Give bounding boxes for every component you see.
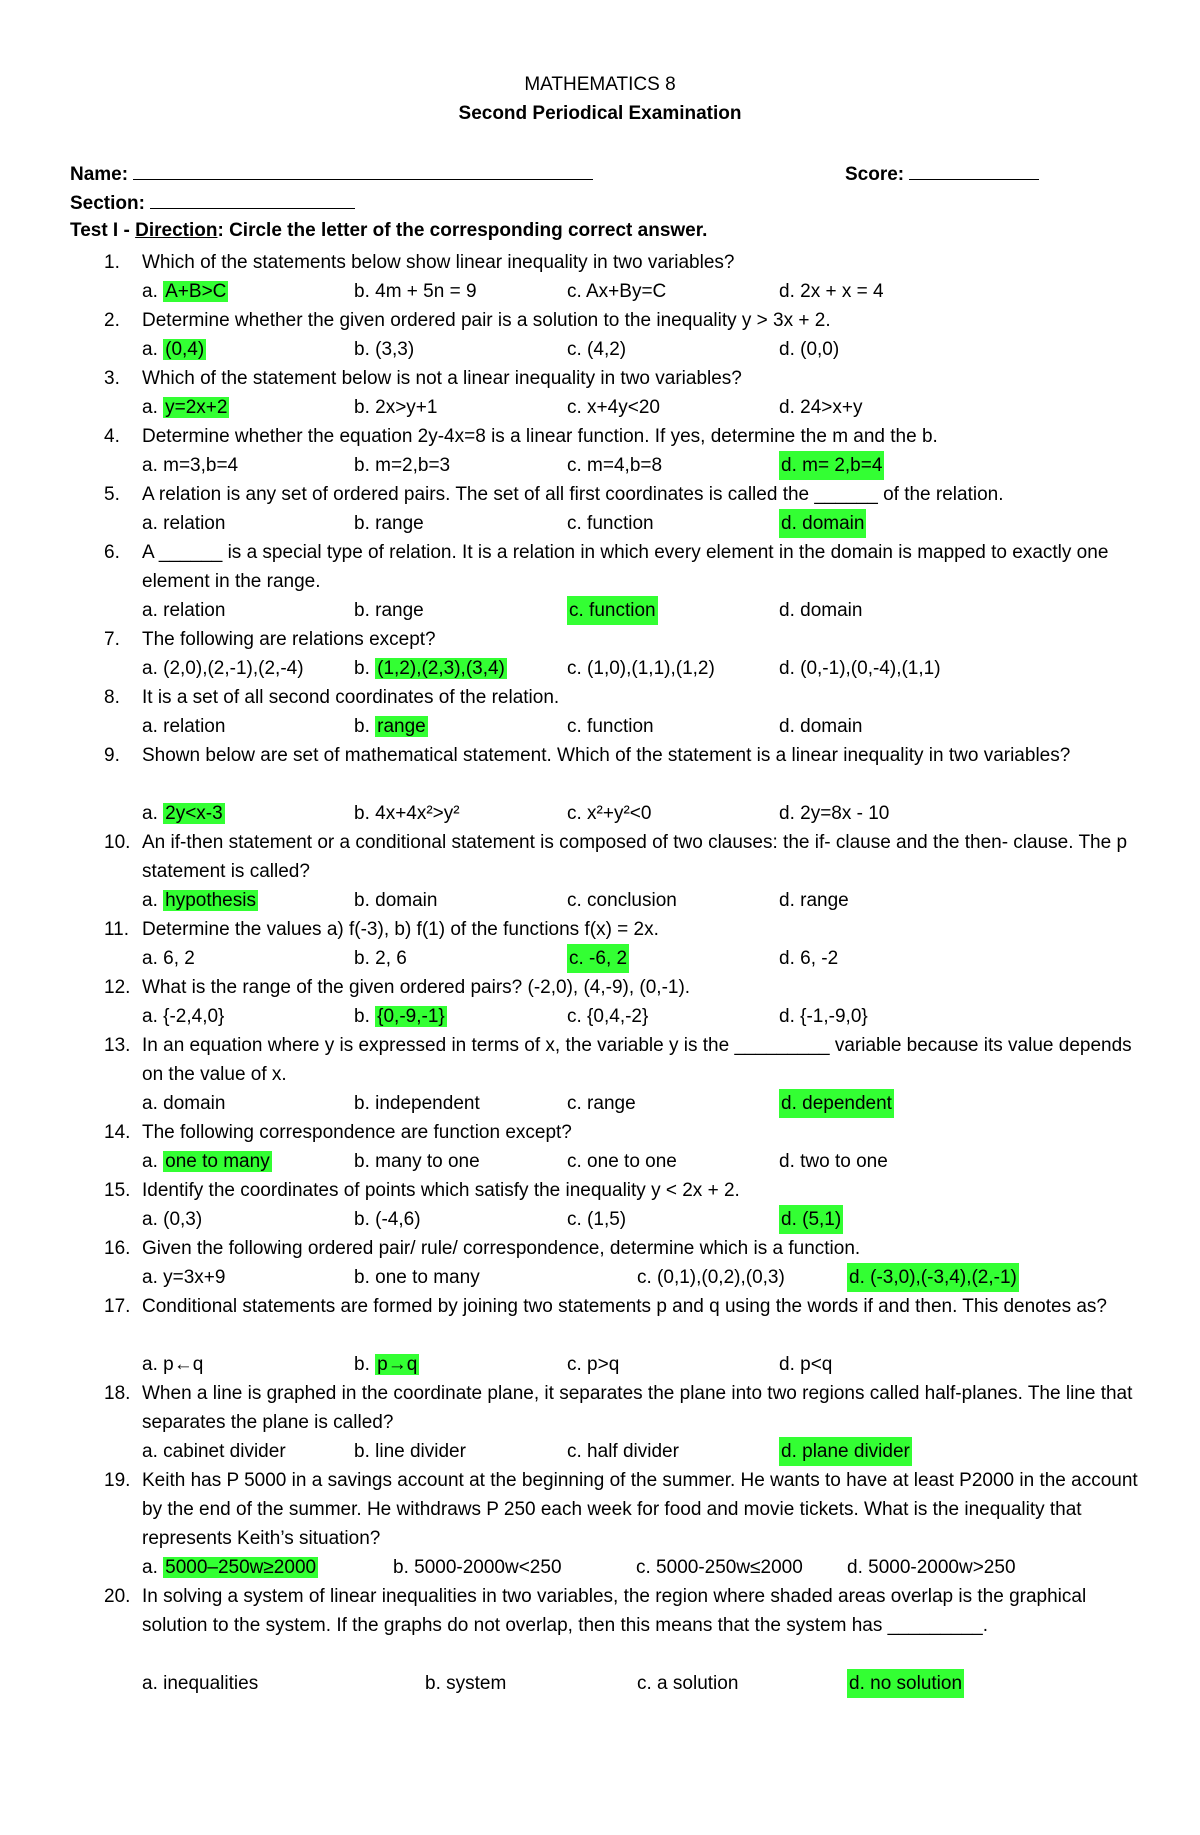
- choice-b[interactable]: b. {0,-9,-1}: [354, 1006, 445, 1027]
- question-text: In an equation where y is expressed in terms of x, the variable y is the _________ variable because its value depends on the value of x.: [142, 1035, 1132, 1085]
- choice-c[interactable]: c. a solution: [637, 1673, 739, 1694]
- question-9: [104, 741, 1144, 799]
- correct-answer-highlight: range: [377, 716, 426, 737]
- choice-d[interactable]: d. {-1,-9,0}: [779, 1006, 868, 1027]
- choice-c[interactable]: c. one to one: [567, 1151, 677, 1172]
- question-20: [104, 1582, 1144, 1669]
- correct-answer-highlight: p→q: [377, 1354, 418, 1375]
- choice-b[interactable]: b. line divider: [354, 1441, 466, 1462]
- choices-row: [142, 451, 1142, 480]
- question-1: [104, 248, 1144, 277]
- question-text: When a line is graphed in the coordinate plane, it separates the plane into two regions called half-planes. The line that separates the plane is called?: [142, 1383, 1133, 1433]
- choice-c[interactable]: c. function: [567, 513, 654, 534]
- choice-a[interactable]: a. m=3,b=4: [142, 455, 239, 476]
- question-number: 8.: [104, 687, 120, 708]
- choice-c[interactable]: c. p>q: [567, 1354, 620, 1375]
- question-text: The following are relations except?: [142, 629, 436, 650]
- choice-b[interactable]: b. one to many: [354, 1267, 480, 1288]
- direction-label: Direction: [135, 220, 218, 241]
- choice-a[interactable]: a. (0,4): [142, 339, 205, 360]
- choices-row: [142, 654, 1142, 683]
- choices-row: [142, 335, 1142, 364]
- direction-text: : Circle the letter of the corresponding correct answer.: [217, 220, 708, 241]
- choice-b[interactable]: b. 2x>y+1: [354, 397, 438, 418]
- choice-b[interactable]: b. 4m + 5n = 9: [354, 281, 477, 302]
- question-14: [104, 1118, 1144, 1147]
- choices-row: [142, 1437, 1142, 1466]
- correct-answer-highlight: hypothesis: [165, 890, 256, 911]
- choice-d[interactable]: d. 2y=8x - 10: [779, 803, 890, 824]
- choice-a[interactable]: a. 5000–250w≥2000: [142, 1557, 317, 1578]
- question-2: [104, 306, 1144, 335]
- question-text: Keith has P 5000 in a savings account at the beginning of the summer. He wants to have at least P2000 in the account by the end of the summer. He withdraws P 250 each week for food and movie tickets. What is the inequality that represents Keith’s situation?: [142, 1470, 1138, 1549]
- choices-row: [142, 277, 1142, 306]
- choice-c[interactable]: c. 5000-250w≤2000: [636, 1557, 803, 1578]
- question-number: 2.: [104, 310, 120, 331]
- choice-b[interactable]: b. 5000-2000w<250: [393, 1557, 562, 1578]
- choice-d[interactable]: d. 24>x+y: [779, 397, 863, 418]
- question-number: 11.: [104, 919, 130, 940]
- choice-b[interactable]: b. (3,3): [354, 339, 415, 360]
- name-label: Name:: [70, 164, 129, 185]
- choice-c[interactable]: c. Ax+By=C: [567, 281, 667, 302]
- correct-answer-highlight: 5000–250w≥2000: [165, 1557, 317, 1578]
- name-blank[interactable]: [133, 161, 593, 180]
- choice-c[interactable]: c. (1,0),(1,1),(1,2): [567, 658, 715, 679]
- correct-answer-highlight: (0,4): [165, 339, 205, 360]
- choice-b[interactable]: b. (1,2),(2,3),(3,4): [354, 658, 505, 679]
- question-number: 19.: [104, 1470, 131, 1491]
- question-text: In solving a system of linear inequalities in two variables, the region where shaded areas overlap is the graphical solution to the system. If the graphs do not overlap, then this means that the system has _________.: [142, 1586, 1087, 1636]
- choice-d[interactable]: d. p<q: [779, 1354, 833, 1375]
- choice-c[interactable]: c. (4,2): [567, 339, 627, 360]
- choice-c[interactable]: c. {0,4,-2}: [567, 1006, 649, 1027]
- question-text: A ______ is a special type of relation. It is a relation in which every element in the domain is mapped to exactly one element in the range.: [142, 542, 1109, 592]
- choice-b[interactable]: b. range: [354, 716, 426, 737]
- choice-a[interactable]: a. y=2x+2: [142, 397, 228, 418]
- question-number: 9.: [104, 745, 120, 766]
- choice-c[interactable]: c. half divider: [567, 1441, 679, 1462]
- exam-title: MATHEMATICS 8: [524, 74, 676, 95]
- question-number: 20.: [104, 1586, 131, 1607]
- choices-row: [142, 1002, 1142, 1031]
- choices-row: [142, 1553, 1142, 1582]
- choice-a[interactable]: a. relation: [142, 716, 226, 737]
- choice-a[interactable]: a. {-2,4,0}: [142, 1006, 225, 1027]
- choice-d[interactable]: d. domain: [779, 600, 863, 621]
- choices-row: [142, 1350, 1142, 1379]
- question-number: 7.: [104, 629, 120, 650]
- test-label: Test I -: [70, 220, 136, 241]
- choice-b[interactable]: b. 2, 6: [354, 948, 407, 969]
- question-8: [104, 683, 1144, 712]
- choice-b[interactable]: b. system: [425, 1673, 507, 1694]
- choices-row: [142, 886, 1142, 915]
- exam-subtitle: Second Periodical Examination: [458, 103, 742, 124]
- choice-a[interactable]: a. domain: [142, 1093, 226, 1114]
- choice-c[interactable]: c. x+4y<20: [567, 397, 660, 418]
- question-7: [104, 625, 1144, 654]
- choice-c[interactable]: c. (1,5): [567, 1209, 627, 1230]
- choice-a[interactable]: a. 2y<x-3: [142, 803, 223, 824]
- choice-b[interactable]: b. many to one: [354, 1151, 480, 1172]
- choice-c[interactable]: c. function: [567, 716, 654, 737]
- choices-row: [142, 944, 1142, 973]
- choice-d[interactable]: d. 2x + x = 4: [779, 281, 884, 302]
- question-number: 12.: [104, 977, 131, 998]
- choice-c[interactable]: c. x²+y²<0: [567, 803, 652, 824]
- directions: [70, 219, 707, 243]
- question-text: Determine whether the equation 2y-4x=8 is a linear function. If yes, determine the m and the b.: [142, 426, 938, 447]
- choice-d[interactable]: d. dependent: [779, 1089, 894, 1118]
- choice-c[interactable]: c. conclusion: [567, 890, 677, 911]
- choice-c[interactable]: c. -6, 2: [567, 944, 629, 973]
- choice-d[interactable]: d. (0,0): [779, 339, 840, 360]
- choice-d[interactable]: d. domain: [779, 716, 863, 737]
- choices-row: [142, 509, 1142, 538]
- choices-row: [142, 393, 1142, 422]
- choice-b[interactable]: b. 4x+4x²>y²: [354, 803, 460, 824]
- question-13: [104, 1031, 1144, 1089]
- choice-c[interactable]: c. (0,1),(0,2),(0,3): [637, 1267, 785, 1288]
- choices-row: [142, 799, 1142, 828]
- question-3: [104, 364, 1144, 393]
- section-field: [70, 190, 355, 216]
- choice-c[interactable]: c. m=4,b=8: [567, 455, 663, 476]
- choice-b[interactable]: b. range: [354, 513, 424, 534]
- choice-d[interactable]: d. m= 2,b=4: [779, 451, 884, 480]
- choice-a[interactable]: a. (2,0),(2,-1),(2,-4): [142, 658, 304, 679]
- choices-row: [142, 1263, 1142, 1292]
- question-text: Determine whether the given ordered pair is a solution to the inequality y > 3x + 2.: [142, 310, 831, 331]
- question-number: 16.: [104, 1238, 131, 1259]
- question-number: 10.: [104, 832, 131, 853]
- choice-b[interactable]: b. m=2,b=3: [354, 455, 451, 476]
- choice-b[interactable]: b. domain: [354, 890, 438, 911]
- section-label: Section:: [70, 193, 145, 214]
- choice-d[interactable]: d. (5,1): [779, 1205, 843, 1234]
- score-label: Score:: [845, 164, 905, 185]
- choices-row: [142, 1089, 1142, 1118]
- choice-a[interactable]: a. p←q: [142, 1354, 204, 1375]
- name-field: [70, 161, 593, 187]
- choice-b[interactable]: b. independent: [354, 1093, 480, 1114]
- choices-row: [142, 712, 1142, 741]
- choice-c[interactable]: c. range: [567, 1093, 636, 1114]
- choice-d[interactable]: d. plane divider: [779, 1437, 912, 1466]
- question-number: 13.: [104, 1035, 131, 1056]
- choices-row: [142, 1147, 1142, 1176]
- choice-d[interactable]: d. 5000-2000w>250: [847, 1557, 1016, 1578]
- choice-a[interactable]: a. inequalities: [142, 1673, 259, 1694]
- question-5: [104, 480, 1144, 509]
- question-text: A relation is any set of ordered pairs. The set of all first coordinates is called the ______ of the relation.: [142, 484, 1004, 505]
- question-text: Identify the coordinates of points which satisfy the inequality y < 2x + 2.: [142, 1180, 740, 1201]
- question-number: 15.: [104, 1180, 131, 1201]
- question-number: 17.: [104, 1296, 131, 1317]
- choice-d[interactable]: d. (0,-1),(0,-4),(1,1): [779, 658, 941, 679]
- question-number: 6.: [104, 542, 120, 563]
- question-4: [104, 422, 1144, 451]
- question-number: 4.: [104, 426, 120, 447]
- choice-b[interactable]: b. range: [354, 600, 424, 621]
- correct-answer-highlight: A+B>C: [165, 281, 227, 302]
- choice-d[interactable]: d. two to one: [779, 1151, 888, 1172]
- choice-d[interactable]: d. range: [779, 890, 849, 911]
- correct-answer-highlight: one to many: [165, 1151, 270, 1172]
- section-blank[interactable]: [150, 190, 355, 209]
- question-number: 3.: [104, 368, 120, 389]
- question-number: 1.: [104, 252, 120, 273]
- choice-a[interactable]: a. A+B>C: [142, 281, 227, 302]
- choice-a[interactable]: a. y=3x+9: [142, 1267, 226, 1288]
- question-6: [104, 538, 1144, 596]
- question-text: Which of the statements below show linear inequality in two variables?: [142, 252, 735, 273]
- question-12: [104, 973, 1144, 1002]
- choice-d[interactable]: d. 6, -2: [779, 948, 839, 969]
- question-18: [104, 1379, 1144, 1437]
- choice-a[interactable]: a. one to many: [142, 1151, 270, 1172]
- choices-row: [142, 596, 1142, 625]
- score-field: [845, 161, 1039, 187]
- correct-answer-highlight: y=2x+2: [165, 397, 228, 418]
- choice-d[interactable]: d. domain: [779, 509, 866, 538]
- choices-row: [142, 1205, 1142, 1234]
- question-text: What is the range of the given ordered pairs? (-2,0), (4,-9), (0,-1).: [142, 977, 691, 998]
- question-10: [104, 828, 1144, 886]
- question-17: [104, 1292, 1144, 1350]
- choice-b[interactable]: b. (-4,6): [354, 1209, 421, 1230]
- choice-a[interactable]: a. hypothesis: [142, 890, 256, 911]
- question-text: Which of the statement below is not a linear inequality in two variables?: [142, 368, 742, 389]
- choice-a[interactable]: a. relation: [142, 513, 226, 534]
- question-number: 14.: [104, 1122, 131, 1143]
- correct-answer-highlight: 2y<x-3: [165, 803, 223, 824]
- choice-d[interactable]: d. no solution: [847, 1669, 964, 1698]
- choice-b[interactable]: b. p→q: [354, 1354, 418, 1375]
- question-text: Conditional statements are formed by joining two statements p and q using the words if and then. This denotes as?: [142, 1296, 1107, 1317]
- score-blank[interactable]: [909, 161, 1039, 180]
- correct-answer-highlight: (1,2),(2,3),(3,4): [377, 658, 505, 679]
- question-16: [104, 1234, 1144, 1263]
- question-text: Shown below are set of mathematical statement. Which of the statement is a linear inequality in two variables?: [142, 745, 1071, 766]
- question-15: [104, 1176, 1144, 1205]
- choice-d[interactable]: d. (-3,0),(-3,4),(2,-1): [847, 1263, 1019, 1292]
- choice-a[interactable]: a. (0,3): [142, 1209, 203, 1230]
- choice-a[interactable]: a. 6, 2: [142, 948, 195, 969]
- question-19: [104, 1466, 1144, 1553]
- question-text: The following correspondence are function except?: [142, 1122, 572, 1143]
- question-text: Given the following ordered pair/ rule/ correspondence, determine which is a function.: [142, 1238, 861, 1259]
- choice-a[interactable]: a. cabinet divider: [142, 1441, 286, 1462]
- question-number: 18.: [104, 1383, 131, 1404]
- correct-answer-highlight: {0,-9,-1}: [377, 1006, 445, 1027]
- question-text: It is a set of all second coordinates of the relation.: [142, 687, 560, 708]
- question-11: [104, 915, 1144, 944]
- question-number: 5.: [104, 484, 120, 505]
- question-text: An if-then statement or a conditional statement is composed of two clauses: the if- clause and the then- clause. The p statement is called?: [142, 832, 1128, 882]
- choice-c[interactable]: c. function: [567, 596, 658, 625]
- choices-row: [142, 1669, 1142, 1698]
- question-text: Determine the values a) f(-3), b) f(1) of the functions f(x) = 2x.: [142, 919, 659, 940]
- choice-a[interactable]: a. relation: [142, 600, 226, 621]
